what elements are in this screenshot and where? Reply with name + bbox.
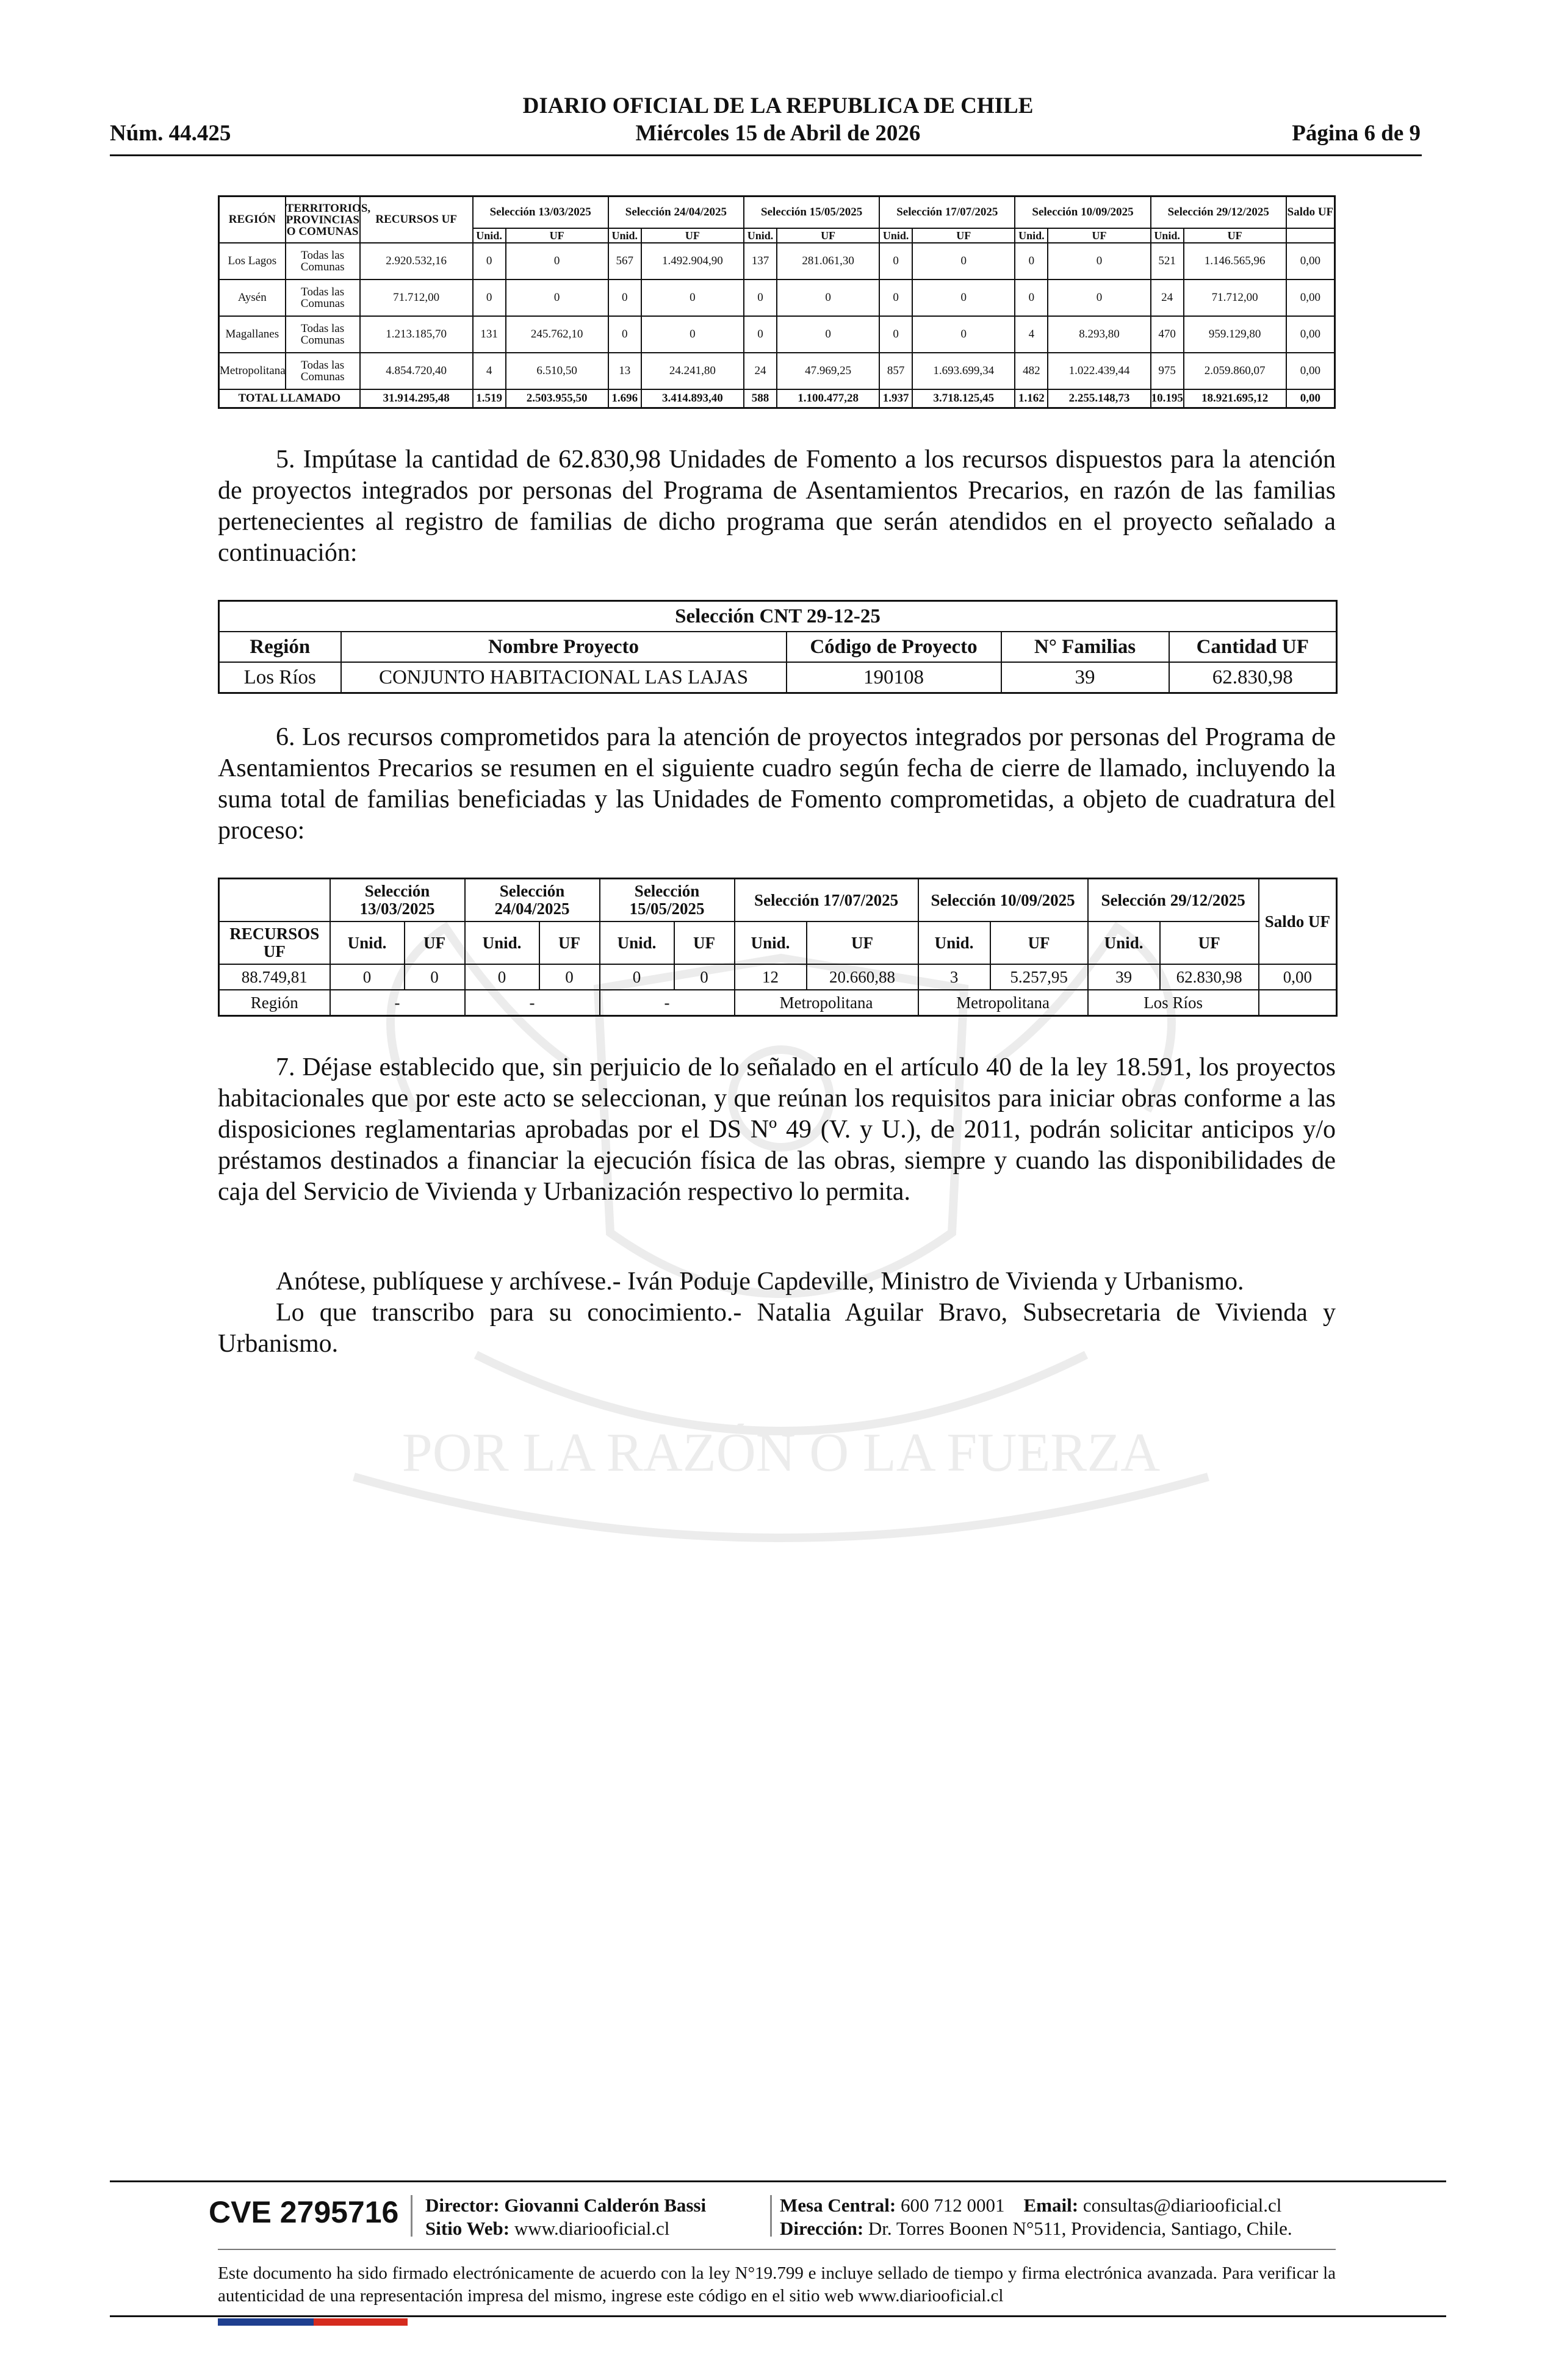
email-link[interactable]: consultas@diariooficial.cl xyxy=(1082,2194,1282,2216)
col-header-sel1: Selección 13/03/2025 xyxy=(330,879,465,922)
col-header-codigo: Código de Proyecto xyxy=(787,632,1001,662)
cell-value: 20.660,88 xyxy=(807,964,918,990)
cell-value: 0 xyxy=(744,279,777,316)
cell-value: 470 xyxy=(1151,316,1184,353)
cell-value: 0 xyxy=(777,279,879,316)
cell-value: 2.059.860,07 xyxy=(1184,353,1286,389)
address-text: Dr. Torres Boonen N°511, Providencia, Santiago, Chile. xyxy=(868,2218,1292,2239)
cell-territorio: Todas las Comunas xyxy=(286,316,360,353)
table-row xyxy=(219,279,1335,316)
cell-empty xyxy=(1259,990,1337,1016)
cell-value: 8.293,80 xyxy=(1048,316,1150,353)
cell-region: Metropolitana xyxy=(735,990,918,1016)
cell-value: 0 xyxy=(879,316,912,353)
cell-value: 959.129,80 xyxy=(1184,316,1286,353)
total-value: 1.162 xyxy=(1015,389,1048,408)
total-recursos: 31.914.295,48 xyxy=(360,389,473,408)
total-row xyxy=(219,389,1335,408)
cell-families: 39 xyxy=(1001,662,1169,693)
cell-region: - xyxy=(465,990,600,1016)
watermark-motto: POR LA RAZÓN O LA FUERZA xyxy=(402,1423,1161,1483)
col-header-cantidad-uf: Cantidad UF xyxy=(1169,632,1337,662)
total-saldo: 0,00 xyxy=(1286,389,1335,408)
page-indicator: Página 6 de 9 xyxy=(1292,121,1421,146)
newspaper-title: DIARIO OFICIAL DE LA REPUBLICA DE CHILE xyxy=(522,93,1034,118)
cell-value: 0 xyxy=(506,279,608,316)
cve-code: CVE 2795716 xyxy=(209,2195,399,2229)
closing-section xyxy=(218,1266,1336,1360)
mesa-phone: 600 712 0001 xyxy=(901,2194,1005,2216)
col-header-sel5: Selección 10/09/2025 xyxy=(918,879,1088,922)
subheader-uf: UF xyxy=(912,228,1015,243)
cell-value: 12 xyxy=(735,964,807,990)
paragraph-7 xyxy=(218,1052,1336,1208)
cell-value: 245.762,10 xyxy=(506,316,608,353)
cell-value: 0 xyxy=(473,243,506,279)
website-label: Sitio Web: xyxy=(425,2218,510,2239)
total-value: 2.255.148,73 xyxy=(1048,389,1150,408)
col-header-sel1: Selección 13/03/2025 xyxy=(473,197,608,229)
subheader-uf: UF xyxy=(807,921,918,964)
col-header-sel4: Selección 17/07/2025 xyxy=(735,879,918,922)
cell-value: 4 xyxy=(473,353,506,389)
cell-value: 0 xyxy=(1015,243,1048,279)
cell-value: 521 xyxy=(1151,243,1184,279)
col-header-territorios: TERRITORIOS, PROVINCIAS O COMUNAS xyxy=(286,197,360,243)
table-row xyxy=(219,243,1335,279)
subheader-unid: Unid. xyxy=(465,921,539,964)
total-value: 1.696 xyxy=(608,389,641,408)
cell-value: 0 xyxy=(330,964,405,990)
cell-value: 857 xyxy=(879,353,912,389)
cell-region: Los Lagos xyxy=(219,243,286,279)
paragraph-5-text: 5. Impútase la cantidad de 62.830,98 Unidades de Fomento a los recursos dispuestos para la atención de proyectos integrados por personas del Programa de Asentamientos Precarios, en razón de las familias pertenecientes al registro de familias de dicho programa que serán atendidos en el proyecto señalado a continuación: xyxy=(218,445,1336,567)
table-row xyxy=(219,990,1337,1016)
cell-value: 0 xyxy=(912,243,1015,279)
col-header-sel2: Selección 24/04/2025 xyxy=(608,197,744,229)
subheader-uf: UF xyxy=(674,921,735,964)
col-header-sel2: Selección 24/04/2025 xyxy=(465,879,600,922)
col-header-sel6: Selección 29/12/2025 xyxy=(1151,197,1286,229)
subheader-unid: Unid. xyxy=(879,228,912,243)
cell-value: 281.061,30 xyxy=(777,243,879,279)
cell-project-name: CONJUNTO HABITACIONAL LAS LAJAS xyxy=(341,662,787,693)
subheader-uf: UF xyxy=(641,228,744,243)
cell-value: 0 xyxy=(405,964,465,990)
cell-recursos: 4.854.720,40 xyxy=(360,353,473,389)
cell-saldo: 0,00 xyxy=(1286,316,1335,353)
subheader-unid: Unid. xyxy=(918,921,990,964)
col-header-sel6: Selección 29/12/2025 xyxy=(1088,879,1259,922)
cell-value: 137 xyxy=(744,243,777,279)
cell-value: 0 xyxy=(777,316,879,353)
email-label: Email: xyxy=(1023,2194,1079,2216)
subheader-uf: UF xyxy=(1160,921,1259,964)
subheader-unid: Unid. xyxy=(744,228,777,243)
subheader-uf: UF xyxy=(539,921,600,964)
cell-value: 0 xyxy=(465,964,539,990)
cell-region: Metropolitana xyxy=(219,353,286,389)
total-value: 3.718.125,45 xyxy=(912,389,1015,408)
cell-value: 567 xyxy=(608,243,641,279)
cell-territorio: Todas las Comunas xyxy=(286,353,360,389)
subheader-uf: UF xyxy=(777,228,879,243)
total-value: 1.519 xyxy=(473,389,506,408)
col-header-saldo: Saldo UF xyxy=(1286,197,1335,229)
address-label: Dirección: xyxy=(780,2218,864,2239)
subheader-uf: UF xyxy=(1048,228,1150,243)
subheader-uf: UF xyxy=(990,921,1088,964)
cell-value: 0 xyxy=(641,316,744,353)
cell-value: 0,00 xyxy=(1259,964,1337,990)
cell-value: 5.257,95 xyxy=(990,964,1088,990)
subheader-uf: UF xyxy=(1184,228,1286,243)
table-row xyxy=(219,353,1335,389)
cell-value: 0 xyxy=(473,279,506,316)
cell-recursos: 71.712,00 xyxy=(360,279,473,316)
footer-contact-block xyxy=(780,2194,1292,2240)
cell-value: 0 xyxy=(674,964,735,990)
col-header-sel3: Selección 15/05/2025 xyxy=(600,879,735,922)
subheader-unid: Unid. xyxy=(1088,921,1160,964)
table-row xyxy=(219,316,1335,353)
total-value: 2.503.955,50 xyxy=(506,389,608,408)
total-value: 3.414.893,40 xyxy=(641,389,744,408)
cell-value: 62.830,98 xyxy=(1160,964,1259,990)
issue-number: Núm. 44.425 xyxy=(110,121,231,146)
cell-value: 4 xyxy=(1015,316,1048,353)
cell-value: 0 xyxy=(608,279,641,316)
director-name: Giovanni Calderón Bassi xyxy=(504,2194,707,2216)
col-header-recursos: RECURSOS UF xyxy=(219,921,330,964)
empty-corner xyxy=(219,879,330,922)
cell-value: 0 xyxy=(1048,243,1150,279)
cell-recursos: 2.920.532,16 xyxy=(360,243,473,279)
cell-region: Los Ríos xyxy=(219,662,341,693)
col-header-familias: N° Familias xyxy=(1001,632,1169,662)
subheader-unid: Unid. xyxy=(473,228,506,243)
col-header-saldo: Saldo UF xyxy=(1259,879,1337,965)
cell-value: 0 xyxy=(600,964,674,990)
col-header-sel4: Selección 17/07/2025 xyxy=(879,197,1015,229)
subheader-unid: Unid. xyxy=(1151,228,1184,243)
cell-value: 0 xyxy=(912,316,1015,353)
cell-value: 0 xyxy=(641,279,744,316)
paragraph-7-text: 7. Déjase establecido que, sin perjuicio de lo señalado en el artículo 40 de la ley 18.591, los proyectos habitacionales que por este acto se seleccionan, y que reúnan los requisitos para iniciar obras conforme a las disposiciones reglamentarias aprobadas por el DS Nº 49 (V. y U.), de 2011, podrán solicitar anticipos y/o préstamos destinados a financiar la ejecución física de las obras, siempre y cuando las disponibilidades de caja del Servicio de Vivienda y Urbanización respectivo lo permita. xyxy=(218,1053,1336,1206)
cell-value: 0 xyxy=(1048,279,1150,316)
cell-region-label: Región xyxy=(219,990,330,1016)
footer-director-block xyxy=(425,2194,706,2240)
cell-region: Aysén xyxy=(219,279,286,316)
closing-signature-subsecretary: Lo que transcribo para su conocimiento.- Natalia Aguilar Bravo, Subsecretaria de Vivienda y Urbanismo. xyxy=(218,1299,1336,1358)
cell-value: 24.241,80 xyxy=(641,353,744,389)
total-label: TOTAL LLAMADO xyxy=(219,389,360,408)
cell-territorio: Todas las Comunas xyxy=(286,243,360,279)
table-row xyxy=(219,964,1337,990)
issue-date: Miércoles 15 de Abril de 2026 xyxy=(635,121,921,146)
cell-value: 0 xyxy=(608,316,641,353)
table-row xyxy=(219,662,1337,693)
cell-value: 0 xyxy=(539,964,600,990)
total-value: 1.100.477,28 xyxy=(777,389,879,408)
total-value: 588 xyxy=(744,389,777,408)
cell-value: 39 xyxy=(1088,964,1160,990)
cell-value: 0 xyxy=(879,243,912,279)
cell-saldo: 0,00 xyxy=(1286,279,1335,316)
subheader-uf: UF xyxy=(506,228,608,243)
cell-value: 71.712,00 xyxy=(1184,279,1286,316)
cell-value: 1.022.439,44 xyxy=(1048,353,1150,389)
cell-value: 1.146.565,96 xyxy=(1184,243,1286,279)
cell-saldo: 0,00 xyxy=(1286,243,1335,279)
paragraph-6-text: 6. Los recursos comprometidos para la atención de proyectos integrados por personas del Programa de Asentamientos Precarios se resumen en el siguiente cuadro según fecha de cierre de llamado, incluyendo la suma total de familias beneficiadas y las Unidades de Fomento comprometidas, a objeto de cuadratura del proceso: xyxy=(218,723,1336,845)
cell-value: 88.749,81 xyxy=(219,964,330,990)
total-value: 18.921.695,12 xyxy=(1184,389,1286,408)
subheader-unid: Unid. xyxy=(600,921,674,964)
subheader-unid: Unid. xyxy=(735,921,807,964)
cell-value: 47.969,25 xyxy=(777,353,879,389)
total-value: 1.937 xyxy=(879,389,912,408)
cell-value: 0 xyxy=(506,243,608,279)
subheader-unid: Unid. xyxy=(330,921,405,964)
cell-value: 1.492.904,90 xyxy=(641,243,744,279)
subheader-unid: Unid. xyxy=(1015,228,1048,243)
cell-value: 24 xyxy=(744,353,777,389)
paragraph-6 xyxy=(218,722,1336,846)
cell-region: - xyxy=(600,990,735,1016)
paragraph-5 xyxy=(218,444,1336,569)
website-link[interactable]: www.diariooficial.cl xyxy=(514,2218,670,2239)
cell-value: 13 xyxy=(608,353,641,389)
cell-value: 6.510,50 xyxy=(506,353,608,389)
cell-uf-amount: 62.830,98 xyxy=(1169,662,1337,693)
total-value: 10.195 xyxy=(1151,389,1184,408)
mesa-label: Mesa Central: xyxy=(780,2194,896,2216)
col-header-sel5: Selección 10/09/2025 xyxy=(1015,197,1150,229)
regional-resources-table xyxy=(218,195,1336,409)
subheader-unid: Unid. xyxy=(608,228,641,243)
cell-value: 0 xyxy=(744,316,777,353)
resources-summary-table xyxy=(218,878,1338,1017)
cell-value: 131 xyxy=(473,316,506,353)
flag-stripe-blue xyxy=(218,2318,314,2326)
closing-signature-minister: Anótese, publíquese y archívese.- Iván Poduje Capdeville, Ministro de Vivienda y Urbanismo. xyxy=(276,1268,1244,1296)
cell-region: Metropolitana xyxy=(918,990,1088,1016)
col-header-region: REGIÓN xyxy=(219,197,286,243)
subheader-empty xyxy=(1286,228,1335,243)
cell-saldo: 0,00 xyxy=(1286,353,1335,389)
cell-territorio: Todas las Comunas xyxy=(286,279,360,316)
cell-value: 0 xyxy=(1015,279,1048,316)
cell-value: 975 xyxy=(1151,353,1184,389)
director-label: Director: xyxy=(425,2194,500,2216)
project-selection-table xyxy=(218,600,1338,694)
col-header-nombre-proyecto: Nombre Proyecto xyxy=(341,632,787,662)
col-header-region: Región xyxy=(219,632,341,662)
cell-value: 3 xyxy=(918,964,990,990)
footer-bottom-divider xyxy=(110,2315,1446,2317)
cell-region: Los Ríos xyxy=(1088,990,1259,1016)
col-header-sel3: Selección 15/05/2025 xyxy=(744,197,879,229)
subheader-uf: UF xyxy=(405,921,465,964)
footer-inner-divider xyxy=(218,2249,1336,2250)
cell-value: 482 xyxy=(1015,353,1048,389)
footer-separator xyxy=(770,2195,772,2237)
flag-stripe-red xyxy=(314,2318,408,2326)
cell-region: - xyxy=(330,990,465,1016)
header-divider xyxy=(110,154,1422,156)
cell-value: 0 xyxy=(912,279,1015,316)
cell-value: 1.693.699,34 xyxy=(912,353,1015,389)
cell-recursos: 1.213.185,70 xyxy=(360,316,473,353)
cell-region: Magallanes xyxy=(219,316,286,353)
footer-divider xyxy=(110,2180,1446,2182)
electronic-signature-note: Este documento ha sido firmado electrónicamente de acuerdo con la ley N°19.799 e incluye sellado de tiempo y firma electrónica avanzada. Para verificar la autenticidad de una representación impresa del mismo, ingrese este código en el sitio web www.diariooficial.cl xyxy=(218,2263,1336,2306)
table2-title: Selección CNT 29-12-25 xyxy=(219,601,1337,632)
cell-value: 0 xyxy=(879,279,912,316)
cell-value: 24 xyxy=(1151,279,1184,316)
col-header-recursos: RECURSOS UF xyxy=(360,197,473,243)
cell-project-code: 190108 xyxy=(787,662,1001,693)
footer-separator xyxy=(411,2195,412,2237)
